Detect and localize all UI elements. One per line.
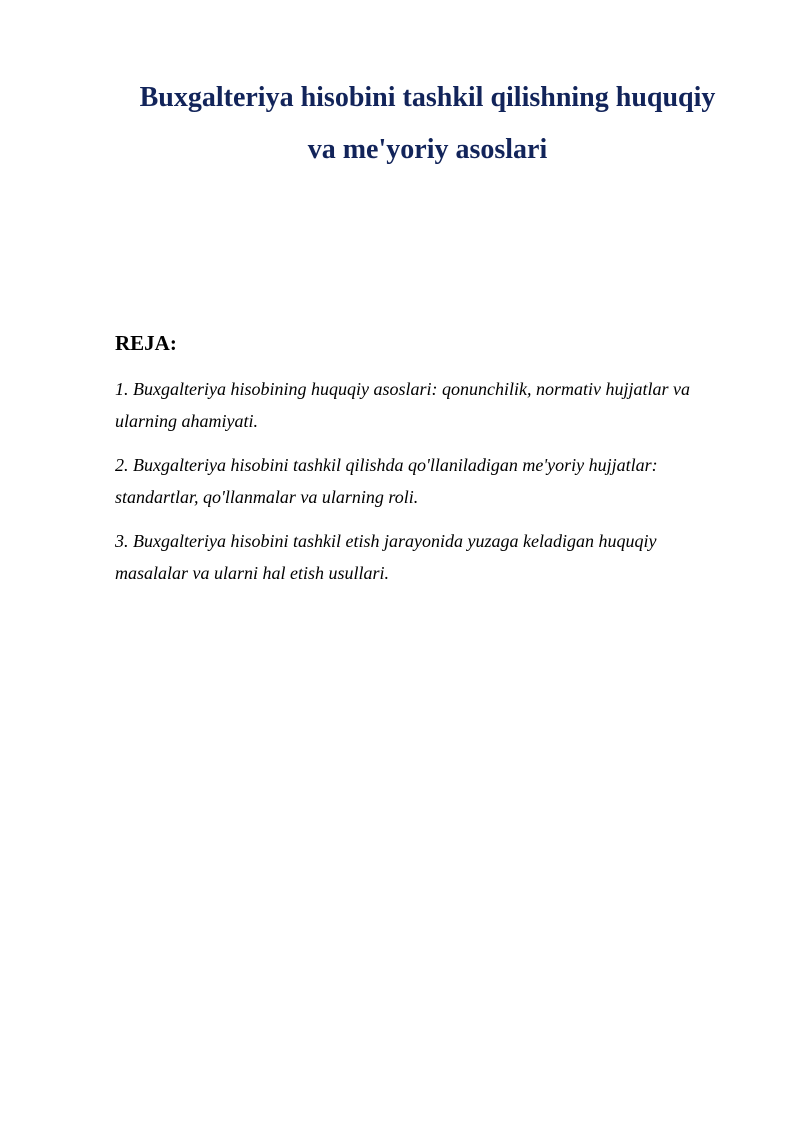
plan-heading: REJA:: [115, 331, 177, 355]
plan-item-3-line-2: masalalar va ularni hal etish usullari.: [115, 563, 390, 583]
document-title: [115, 72, 740, 176]
plan-item-2-line-1: 2. Buxgalteriya hisobini tashkil qilishda qo'llaniladigan me'yoriy hujjatlar:: [115, 455, 658, 475]
plan-item-1-line-1: 1. Buxgalteriya hisobining huquqiy asoslari: qonunchilik, normativ hujjatlar va: [115, 379, 690, 399]
plan-item-1: [115, 373, 735, 437]
title-line-2: va me'yoriy asoslari: [307, 134, 548, 165]
title-line-1: Buxgalteriya hisobini tashkil qilishning huquqiy: [139, 82, 716, 113]
plan-item-3: [115, 525, 735, 589]
plan-list: [115, 373, 735, 601]
plan-item-2: [115, 449, 735, 513]
plan-item-3-line-1: 3. Buxgalteriya hisobini tashkil etish jarayonida yuzaga keladigan huquqiy: [115, 531, 657, 551]
plan-item-1-line-2: ularning ahamiyati.: [115, 411, 258, 431]
plan-item-2-line-2: standartlar, qo'llanmalar va ularning roli.: [115, 487, 419, 507]
